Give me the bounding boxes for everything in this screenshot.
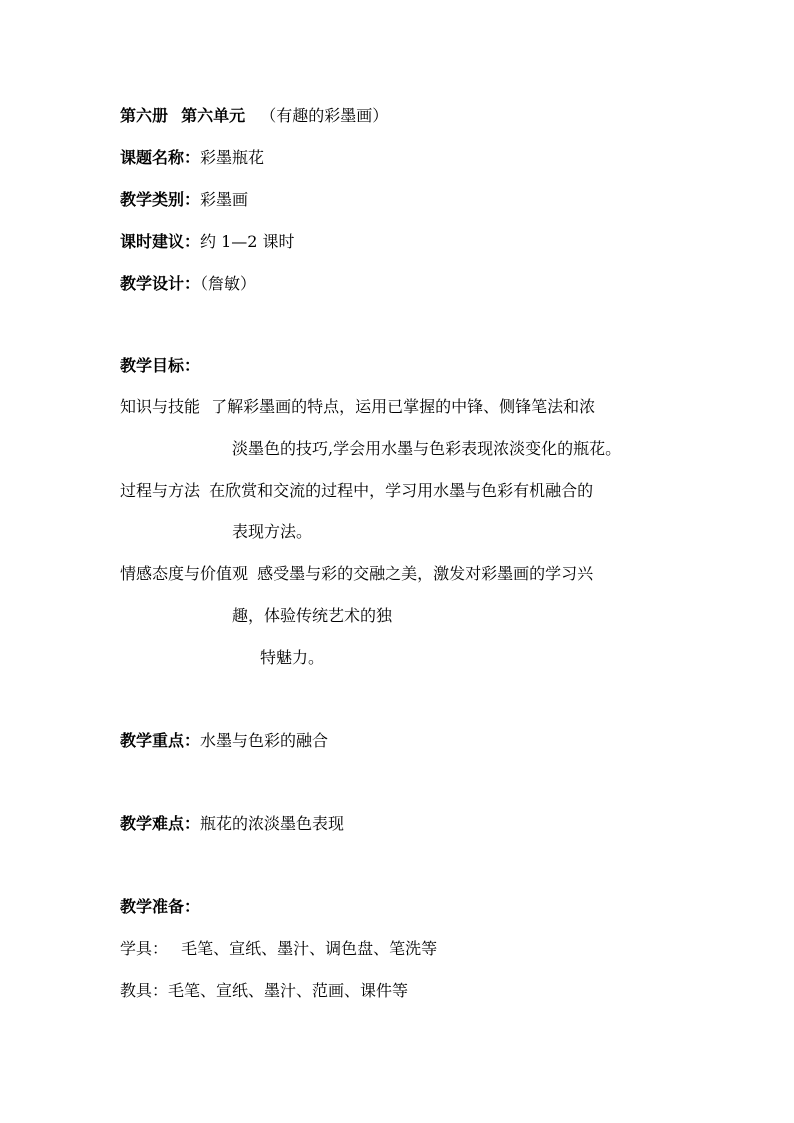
emotion-text-line3: 特魅力。: [260, 648, 325, 667]
unit-label: 第六单元: [181, 106, 246, 125]
knowledge-text-line1: 了解彩墨画的特点，运用已掌握的中锋、侧锋笔法和浓: [211, 397, 596, 416]
difficulty-label: 教学难点：: [120, 814, 201, 833]
student-materials-row: [120, 939, 437, 959]
hours-value: 约 1—2 课时: [200, 232, 295, 251]
designer-label: 教学设计：: [120, 274, 201, 293]
topic-value: 彩墨瓶花: [200, 148, 265, 167]
preparation-heading: 教学准备：: [120, 897, 201, 916]
category-label: 教学类别：: [120, 190, 201, 209]
topic-label: 课题名称：: [120, 148, 201, 167]
process-label: 过程与方法: [120, 481, 201, 500]
difficulty-row: [120, 814, 344, 834]
key-point-label: 教学重点：: [120, 731, 201, 750]
key-point-row: [120, 731, 328, 751]
lesson-header: [120, 106, 388, 126]
topic-row: [120, 148, 264, 168]
knowledge-goal-row: [120, 397, 595, 417]
category-value: 彩墨画: [200, 190, 249, 209]
emotion-text-line1: 感受墨与彩的交融之美，激发对彩墨画的学习兴: [257, 564, 594, 583]
student-materials-label: 学具：: [120, 939, 169, 958]
volume-label: 第六册: [120, 106, 169, 125]
goals-heading: 教学目标：: [120, 356, 201, 375]
designer-value: （詹敏）: [200, 274, 257, 293]
process-goal-row: [120, 481, 593, 501]
hours-row: [120, 232, 295, 252]
difficulty-value: 瓶花的浓淡墨色表现: [200, 814, 345, 833]
emotion-goal-row: [120, 564, 593, 584]
student-materials-value: 毛笔、宣纸、墨汁、调色盘、笔洗等: [181, 939, 438, 958]
teacher-materials-label: 教具：: [120, 981, 169, 1000]
knowledge-text-line2: 淡墨色的技巧,学会用水墨与色彩表现浓淡变化的瓶花。: [232, 439, 622, 458]
designer-row: [120, 274, 256, 294]
emotion-label: 情感态度与价值观: [120, 564, 249, 583]
teacher-materials-value: 毛笔、宣纸、墨汁、范画、课件等: [168, 981, 409, 1000]
teacher-materials-row: [120, 981, 408, 1001]
emotion-text-line2: 趣，体验传统艺术的独: [232, 606, 393, 625]
key-point-value: 水墨与色彩的融合: [200, 731, 329, 750]
category-row: [120, 190, 248, 210]
process-text-line2: 表现方法。: [232, 522, 313, 541]
unit-title: （有趣的彩墨画）: [260, 106, 389, 125]
process-text-line1: 在欣赏和交流的过程中，学习用水墨与色彩有机融合的: [209, 481, 594, 500]
knowledge-label: 知识与技能: [120, 397, 201, 416]
hours-label: 课时建议：: [120, 232, 201, 251]
